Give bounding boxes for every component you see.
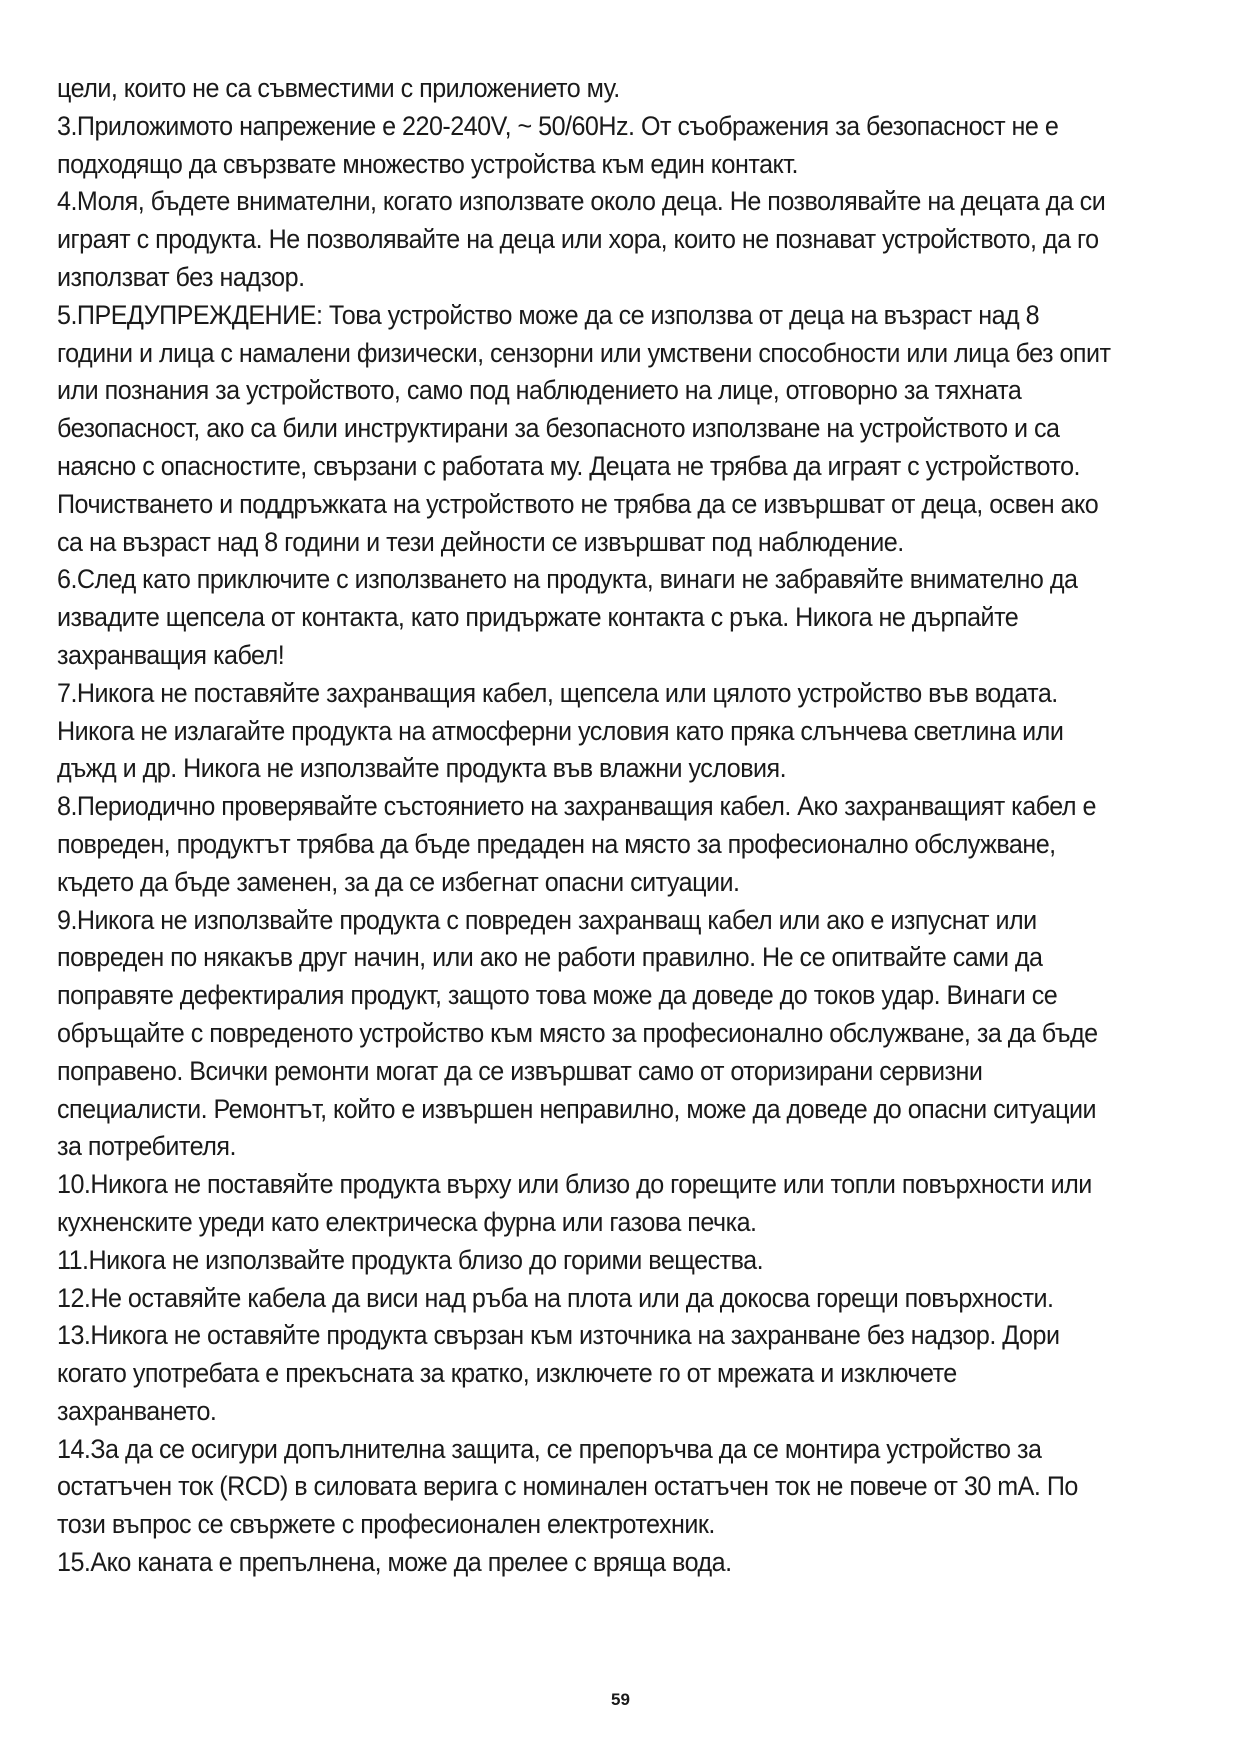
paragraph-7-water: 7.Никога не поставяйте захранващия кабел, щепсела или цялото устройство във водата. Никога не излагайте продукта на атмосферни условия като пряка слънчева светлина или дъжд и др. Никога не използвайте продукта във влажни условия. — [57, 677, 1064, 784]
instructions-text — [57, 70, 1117, 1582]
paragraph-6-unplugging: 6.След като приключите с използването на продукта, винаги не забравяйте внимателно да извадите щепсела от контакта, като придържате контакта с ръка. Никога не дърпайте захранващия кабел! — [57, 564, 1078, 670]
paragraph-5-warning: 5.ПРЕДУПРЕЖДЕНИЕ: Това устройство може да се използва от деца на възраст над 8 години и лица с намалени физически, сензорни или умствени способности или лица без опит или познания за устройството, само под наблюдението на лице, отговорно за тяхната безопасност, ако са били инструктирани за безопасното използване на устройството и са наясно с опасностите, свързани с работата му. Децата не трябва да играят с устройството. Почистването и поддръжката на устройството не трябва да се извършват от деца, освен ако са на възраст над 8 години и тези дейности се извършват под наблюдение. — [57, 299, 1111, 557]
paragraph-12-cable-edge: 12.Не оставяйте кабела да виси над ръба на плота или да докосва горещи повърхности. — [57, 1282, 1054, 1313]
paragraph-13-unattended: 13.Никога не оставяйте продукта свързан към източника на захранване без надзор. Дори когато употребата е прекъсната за кратко, изключете го от мрежата и изключете захранването. — [57, 1320, 1060, 1426]
paragraph-11-flammable: 11.Никога не използвайте продукта близо до горими вещества. — [57, 1244, 764, 1275]
paragraph-9-damaged-product: 9.Никога не използвайте продукта с повреден захранващ кабел или ако е изпуснат или повреден по някакъв друг начин, или ако не работи правилно. Не се опитвайте сами да поправяте дефектиралия продукт, защото това може да доведе до токов удар. Винаги се обръщайте с повреденото устройство към място за професионално обслужване, за да бъде поправено. Всички ремонти могат да се извършват само от оторизирани сервизни специалисти. Ремонтът, който е извършен неправилно, може да доведе до опасни ситуации за потребителя. — [57, 904, 1098, 1162]
paragraph-10-hot-surfaces: 10.Никога не поставяйте продукта върху или близо до горещите или топли повърхности или кухненските уреди като електрическа фурна или газова печка. — [57, 1169, 1092, 1237]
page-number: 59 — [611, 1690, 630, 1709]
paragraph-8-cable-check: 8.Периодично проверявайте състоянието на захранващия кабел. Ако захранващият кабел е повреден, продуктът трябва да бъде предаден на място за професионално обслужване, където да бъде заменен, за да се избегнат опасни ситуации. — [57, 791, 1096, 897]
paragraph-3-voltage: 3.Приложимото напрежение е 220-240V, ~ 50/60Hz. От съображения за безопасност не е подходящо да свързвате множество устройства към един контакт. — [57, 110, 1059, 179]
paragraph-continuation: цели, които не са съвместими с приложението му. — [57, 73, 620, 103]
paragraph-14-rcd: 14.За да се осигури допълнителна защита, се препоръчва да се монтира устройство за остатъчен ток (RCD) в силовата верига с номинален остатъчен ток не повече от 30 mA. По този въпрос се свържете с професионален електротехник. — [57, 1433, 1078, 1540]
paragraph-4-children-caution: 4.Моля, бъдете внимателни, когато използвате около деца. Не позволявайте на децата да си играят с продукта. Не позволявайте на деца или хора, които не познават устройството, да го използват без надзор. — [57, 186, 1106, 292]
paragraph-15-overfill: 15.Ако каната е препълнена, може да прелее с вряща вода. — [57, 1547, 732, 1578]
